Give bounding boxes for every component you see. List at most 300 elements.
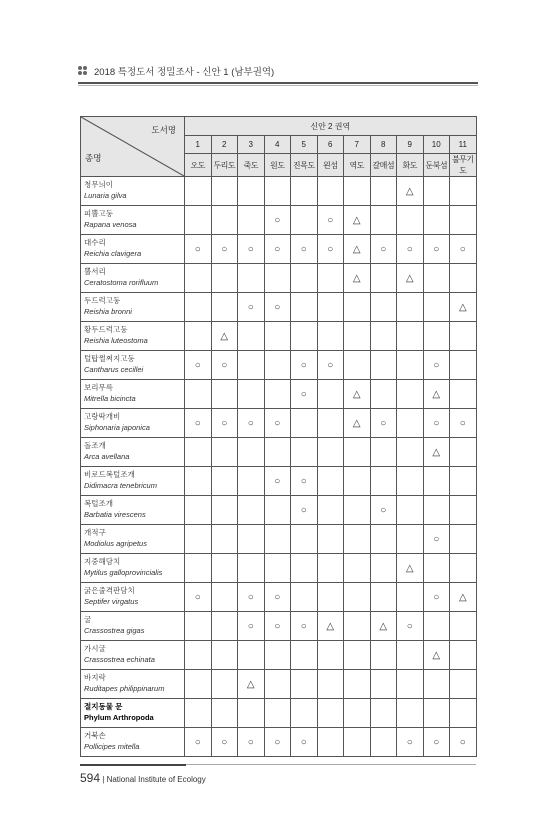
occurrence-mark xyxy=(344,670,371,699)
table-row xyxy=(81,293,477,322)
species-scientific-name: Reishia bronni xyxy=(84,307,132,316)
species-name-cell xyxy=(81,438,185,467)
occurrence-mark xyxy=(370,438,397,467)
occurrence-mark: △ xyxy=(450,583,477,612)
occurrence-mark xyxy=(423,496,450,525)
table-row xyxy=(81,641,477,670)
occurrence-mark xyxy=(291,641,318,670)
footer-org: National Institute of Ecology xyxy=(106,775,206,784)
occurrence-mark: △ xyxy=(423,438,450,467)
species-scientific-name: Phylum Arthropoda xyxy=(84,713,154,722)
occurrence-mark xyxy=(344,438,371,467)
occurrence-mark: △ xyxy=(317,612,344,641)
occurrence-mark xyxy=(317,177,344,206)
species-korean-name: 두드럭고둥 xyxy=(84,296,121,305)
occurrence-mark xyxy=(344,467,371,496)
header-rule-thin xyxy=(78,85,478,86)
species-name-cell xyxy=(81,206,185,235)
occurrence-mark xyxy=(317,293,344,322)
species-scientific-name: Rapana venosa xyxy=(84,220,137,229)
occurrence-mark: ○ xyxy=(211,351,238,380)
species-name-cell xyxy=(81,554,185,583)
species-korean-name: 거북손 xyxy=(84,731,106,740)
occurrence-mark xyxy=(264,351,291,380)
occurrence-mark xyxy=(211,554,238,583)
occurrence-mark xyxy=(397,206,424,235)
occurrence-mark xyxy=(317,322,344,351)
table-row xyxy=(81,322,477,351)
occurrence-mark xyxy=(450,699,477,728)
species-scientific-name: Arca avellana xyxy=(84,452,130,461)
species-name-cell xyxy=(81,699,185,728)
table-row xyxy=(81,699,477,728)
island-number-5: 5 xyxy=(291,136,318,154)
occurrence-mark xyxy=(211,641,238,670)
occurrence-mark: ○ xyxy=(291,235,318,264)
island-name-3: 죽도 xyxy=(238,154,265,177)
occurrence-mark xyxy=(423,206,450,235)
occurrence-mark: ○ xyxy=(450,235,477,264)
island-axis-label: 도서명 xyxy=(151,125,176,135)
occurrence-mark: ○ xyxy=(264,583,291,612)
species-scientific-name: Cantharus cecillei xyxy=(84,365,144,374)
occurrence-mark xyxy=(317,264,344,293)
species-scientific-name: Reichia clavigera xyxy=(84,249,142,258)
occurrence-mark: ○ xyxy=(291,728,318,757)
occurrence-mark: ○ xyxy=(370,496,397,525)
occurrence-mark: ○ xyxy=(317,206,344,235)
species-korean-name: 굵은줄격판담치 xyxy=(84,586,135,595)
occurrence-mark: ○ xyxy=(238,612,265,641)
island-number-7: 7 xyxy=(344,136,371,154)
species-korean-name: 비로드복털조개 xyxy=(84,470,135,479)
occurrence-mark xyxy=(317,728,344,757)
species-name-cell xyxy=(81,583,185,612)
table-row xyxy=(81,612,477,641)
occurrence-mark xyxy=(264,525,291,554)
occurrence-mark xyxy=(211,467,238,496)
occurrence-mark: ○ xyxy=(450,409,477,438)
occurrence-mark xyxy=(291,438,318,467)
header-rule xyxy=(78,82,478,84)
occurrence-mark: ○ xyxy=(423,235,450,264)
species-name-cell xyxy=(81,177,185,206)
occurrence-mark xyxy=(264,670,291,699)
occurrence-mark xyxy=(397,583,424,612)
occurrence-mark xyxy=(317,467,344,496)
occurrence-mark xyxy=(211,264,238,293)
species-scientific-name: Crassostrea echinata xyxy=(84,655,155,664)
occurrence-mark: ○ xyxy=(211,728,238,757)
species-name-cell xyxy=(81,264,185,293)
occurrence-mark xyxy=(344,293,371,322)
occurrence-mark xyxy=(450,496,477,525)
occurrence-mark xyxy=(238,438,265,467)
occurrence-mark: △ xyxy=(423,380,450,409)
species-name-cell xyxy=(81,525,185,554)
occurrence-mark: △ xyxy=(344,409,371,438)
species-korean-name: 지중해담치 xyxy=(84,557,121,566)
occurrence-mark: ○ xyxy=(397,612,424,641)
occurrence-mark: △ xyxy=(238,670,265,699)
occurrence-mark xyxy=(397,525,424,554)
occurrence-mark xyxy=(185,641,212,670)
table-row xyxy=(81,351,477,380)
occurrence-mark xyxy=(397,409,424,438)
occurrence-mark xyxy=(344,583,371,612)
occurrence-mark xyxy=(344,728,371,757)
occurrence-mark xyxy=(264,264,291,293)
occurrence-mark xyxy=(185,554,212,583)
species-scientific-name: Siphonaria japonica xyxy=(84,423,150,432)
occurrence-mark xyxy=(370,467,397,496)
occurrence-mark: ○ xyxy=(211,235,238,264)
species-korean-name: 털탑쩔쩌지고둥 xyxy=(84,354,135,363)
occurrence-mark xyxy=(317,409,344,438)
occurrence-mark xyxy=(211,525,238,554)
species-korean-name: 절지동물 문 xyxy=(84,702,123,711)
species-korean-name: 피뿔고둥 xyxy=(84,209,113,218)
occurrence-mark xyxy=(397,293,424,322)
corner-header xyxy=(81,117,185,177)
header-title: 2018 특정도서 정밀조사 - 신안 1 (남부권역) xyxy=(94,67,275,78)
species-name-cell xyxy=(81,293,185,322)
species-name-cell xyxy=(81,670,185,699)
table-row xyxy=(81,728,477,757)
table-body xyxy=(81,177,477,757)
occurrence-mark xyxy=(370,293,397,322)
occurrence-mark xyxy=(291,583,318,612)
occurrence-mark xyxy=(450,525,477,554)
species-scientific-name: Ceratostoma rorifluum xyxy=(84,278,159,287)
occurrence-mark: ○ xyxy=(185,409,212,438)
bullet-dots-icon xyxy=(78,66,88,76)
occurrence-mark xyxy=(317,496,344,525)
occurrence-mark xyxy=(344,612,371,641)
occurrence-mark xyxy=(450,177,477,206)
occurrence-mark xyxy=(317,438,344,467)
occurrence-mark xyxy=(397,438,424,467)
occurrence-mark: △ xyxy=(397,177,424,206)
occurrence-mark xyxy=(264,322,291,351)
occurrence-mark xyxy=(211,293,238,322)
species-korean-name: 뿔서리 xyxy=(84,267,106,276)
occurrence-mark: ○ xyxy=(370,409,397,438)
occurrence-mark xyxy=(423,699,450,728)
occurrence-mark xyxy=(450,438,477,467)
occurrence-mark xyxy=(317,583,344,612)
occurrence-mark: ○ xyxy=(291,467,318,496)
occurrence-mark xyxy=(185,670,212,699)
occurrence-mark: ○ xyxy=(264,409,291,438)
occurrence-mark: ○ xyxy=(185,583,212,612)
occurrence-mark: ○ xyxy=(397,728,424,757)
occurrence-mark xyxy=(450,641,477,670)
island-name-10: 둔북섬 xyxy=(423,154,450,177)
table-row xyxy=(81,206,477,235)
occurrence-mark xyxy=(211,380,238,409)
occurrence-mark xyxy=(211,177,238,206)
occurrence-mark xyxy=(291,293,318,322)
species-name-cell xyxy=(81,496,185,525)
region-header: 신안 2 권역 xyxy=(185,117,477,136)
species-korean-name: 대수리 xyxy=(84,238,106,247)
occurrence-mark xyxy=(211,699,238,728)
occurrence-mark xyxy=(238,525,265,554)
occurrence-mark: ○ xyxy=(264,467,291,496)
species-name-cell xyxy=(81,728,185,757)
species-axis-label: 종명 xyxy=(85,153,102,163)
occurrence-mark xyxy=(264,380,291,409)
page-number: 594 xyxy=(80,771,101,785)
occurrence-mark xyxy=(423,264,450,293)
occurrence-mark xyxy=(238,467,265,496)
occurrence-mark xyxy=(291,206,318,235)
occurrence-mark xyxy=(211,612,238,641)
occurrence-mark: ○ xyxy=(264,206,291,235)
occurrence-mark xyxy=(344,525,371,554)
occurrence-mark xyxy=(370,728,397,757)
occurrence-mark xyxy=(450,322,477,351)
species-korean-name: 복털조개 xyxy=(84,499,113,508)
occurrence-mark xyxy=(370,554,397,583)
occurrence-mark: ○ xyxy=(397,235,424,264)
occurrence-mark xyxy=(185,206,212,235)
occurrence-mark xyxy=(185,699,212,728)
occurrence-mark xyxy=(450,264,477,293)
occurrence-mark: ○ xyxy=(238,583,265,612)
species-name-cell xyxy=(81,641,185,670)
occurrence-mark xyxy=(238,554,265,583)
table-row xyxy=(81,380,477,409)
occurrence-mark xyxy=(317,699,344,728)
occurrence-mark xyxy=(185,438,212,467)
table-row xyxy=(81,235,477,264)
species-korean-name: 돌조개 xyxy=(84,441,106,450)
occurrence-mark: ○ xyxy=(423,351,450,380)
occurrence-mark xyxy=(317,554,344,583)
occurrence-mark xyxy=(185,380,212,409)
occurrence-mark xyxy=(450,554,477,583)
running-header xyxy=(78,64,478,84)
occurrence-mark: △ xyxy=(450,293,477,322)
occurrence-mark xyxy=(238,351,265,380)
occurrence-mark: ○ xyxy=(291,351,318,380)
occurrence-mark xyxy=(238,380,265,409)
occurrence-mark xyxy=(238,206,265,235)
occurrence-mark: ○ xyxy=(291,380,318,409)
occurrence-mark: ○ xyxy=(264,293,291,322)
occurrence-mark xyxy=(291,670,318,699)
species-korean-name: 고랑딱개비 xyxy=(84,412,121,421)
occurrence-mark xyxy=(397,699,424,728)
occurrence-mark: ○ xyxy=(370,235,397,264)
table-row xyxy=(81,264,477,293)
occurrence-mark xyxy=(344,641,371,670)
occurrence-mark xyxy=(344,699,371,728)
island-name-4: 원도 xyxy=(264,154,291,177)
occurrence-mark xyxy=(370,206,397,235)
occurrence-mark: ○ xyxy=(238,235,265,264)
occurrence-mark: △ xyxy=(344,380,371,409)
species-scientific-name: Mytilus galloprovincialis xyxy=(84,568,163,577)
page-footer xyxy=(80,771,206,785)
occurrence-mark xyxy=(370,583,397,612)
occurrence-mark xyxy=(264,496,291,525)
occurrence-mark: ○ xyxy=(423,525,450,554)
occurrence-mark xyxy=(264,641,291,670)
species-name-cell xyxy=(81,612,185,641)
species-name-cell xyxy=(81,351,185,380)
occurrence-mark: ○ xyxy=(238,293,265,322)
occurrence-mark xyxy=(370,177,397,206)
species-name-cell xyxy=(81,322,185,351)
species-korean-name: 가시굴 xyxy=(84,644,106,653)
species-scientific-name: Modiolus agripetus xyxy=(84,539,147,548)
species-korean-name: 굴 xyxy=(84,615,92,624)
table-row xyxy=(81,525,477,554)
table-row xyxy=(81,177,477,206)
occurrence-mark xyxy=(264,699,291,728)
species-scientific-name: Septifer virgatus xyxy=(84,597,139,606)
table-row xyxy=(81,467,477,496)
occurrence-mark xyxy=(397,351,424,380)
occurrence-mark xyxy=(397,496,424,525)
occurrence-mark: ○ xyxy=(291,612,318,641)
occurrence-mark: ○ xyxy=(423,409,450,438)
occurrence-mark xyxy=(397,467,424,496)
occurrence-mark xyxy=(450,206,477,235)
occurrence-mark xyxy=(238,496,265,525)
occurrence-mark: △ xyxy=(370,612,397,641)
occurrence-mark: △ xyxy=(423,641,450,670)
occurrence-mark xyxy=(264,554,291,583)
species-scientific-name: Barbatia virescens xyxy=(84,510,146,519)
island-number-6: 6 xyxy=(317,136,344,154)
island-number-3: 3 xyxy=(238,136,265,154)
occurrence-mark xyxy=(211,670,238,699)
species-korean-name: 개적구 xyxy=(84,528,106,537)
occurrence-mark: ○ xyxy=(423,583,450,612)
occurrence-mark xyxy=(450,351,477,380)
occurrence-mark: △ xyxy=(344,264,371,293)
occurrence-mark xyxy=(185,612,212,641)
table-row xyxy=(81,496,477,525)
occurrence-mark xyxy=(238,322,265,351)
occurrence-mark xyxy=(238,699,265,728)
occurrence-mark xyxy=(397,641,424,670)
occurrence-mark xyxy=(238,177,265,206)
occurrence-mark xyxy=(291,525,318,554)
occurrence-mark xyxy=(291,264,318,293)
occurrence-mark: ○ xyxy=(450,728,477,757)
occurrence-mark xyxy=(344,554,371,583)
table-row xyxy=(81,409,477,438)
occurrence-mark xyxy=(291,409,318,438)
island-name-7: 역도 xyxy=(344,154,371,177)
occurrence-mark xyxy=(344,322,371,351)
occurrence-mark xyxy=(317,670,344,699)
species-scientific-name: Didimacra tenebricum xyxy=(84,481,157,490)
species-name-cell xyxy=(81,380,185,409)
occurrence-mark xyxy=(397,380,424,409)
occurrence-mark xyxy=(370,525,397,554)
species-name-cell xyxy=(81,467,185,496)
species-scientific-name: Ruditapes philippinarum xyxy=(84,684,165,693)
island-number-8: 8 xyxy=(370,136,397,154)
occurrence-mark xyxy=(423,554,450,583)
occurrence-mark xyxy=(370,264,397,293)
occurrence-mark xyxy=(397,322,424,351)
island-number-10: 10 xyxy=(423,136,450,154)
occurrence-mark xyxy=(211,583,238,612)
occurrence-mark xyxy=(423,293,450,322)
occurrence-mark xyxy=(211,206,238,235)
occurrence-mark xyxy=(211,438,238,467)
occurrence-mark: △ xyxy=(344,235,371,264)
occurrence-mark xyxy=(291,177,318,206)
occurrence-mark: ○ xyxy=(317,351,344,380)
occurrence-mark: △ xyxy=(397,554,424,583)
occurrence-mark xyxy=(423,612,450,641)
table-row xyxy=(81,438,477,467)
occurrence-mark: ○ xyxy=(317,235,344,264)
occurrence-mark xyxy=(317,525,344,554)
species-korean-name: 황두드럭고둥 xyxy=(84,325,128,334)
occurrence-mark xyxy=(344,496,371,525)
island-name-2: 두리도 xyxy=(211,154,238,177)
occurrence-mark: ○ xyxy=(264,728,291,757)
occurrence-mark xyxy=(423,322,450,351)
occurrence-mark xyxy=(185,322,212,351)
species-scientific-name: Reishia luteostoma xyxy=(84,336,148,345)
species-scientific-name: Pollicipes mitella xyxy=(84,742,140,751)
footer-rule-accent xyxy=(80,764,186,766)
occurrence-mark xyxy=(397,670,424,699)
island-number-2: 2 xyxy=(211,136,238,154)
occurrence-mark xyxy=(450,380,477,409)
occurrence-mark xyxy=(370,351,397,380)
species-scientific-name: Crassostrea gigas xyxy=(84,626,145,635)
species-name-cell xyxy=(81,235,185,264)
occurrence-mark xyxy=(450,612,477,641)
species-table xyxy=(80,116,477,757)
occurrence-mark xyxy=(238,641,265,670)
occurrence-mark: ○ xyxy=(185,235,212,264)
island-name-5: 진목도 xyxy=(291,154,318,177)
occurrence-mark: ○ xyxy=(291,496,318,525)
occurrence-mark xyxy=(185,293,212,322)
occurrence-mark xyxy=(317,641,344,670)
occurrence-mark xyxy=(344,177,371,206)
occurrence-mark xyxy=(291,322,318,351)
occurrence-mark: △ xyxy=(211,322,238,351)
species-scientific-name: Lunaria gilva xyxy=(84,191,127,200)
occurrence-mark xyxy=(450,467,477,496)
occurrence-mark xyxy=(185,177,212,206)
occurrence-mark: △ xyxy=(397,264,424,293)
occurrence-mark: ○ xyxy=(185,351,212,380)
island-name-8: 갈매섬 xyxy=(370,154,397,177)
occurrence-mark: ○ xyxy=(185,728,212,757)
occurrence-mark xyxy=(370,699,397,728)
species-korean-name: 바지락 xyxy=(84,673,106,682)
island-number-4: 4 xyxy=(264,136,291,154)
species-korean-name: 청무늬이 xyxy=(84,180,113,189)
occurrence-mark xyxy=(317,380,344,409)
occurrence-mark: ○ xyxy=(238,409,265,438)
occurrence-mark xyxy=(423,670,450,699)
